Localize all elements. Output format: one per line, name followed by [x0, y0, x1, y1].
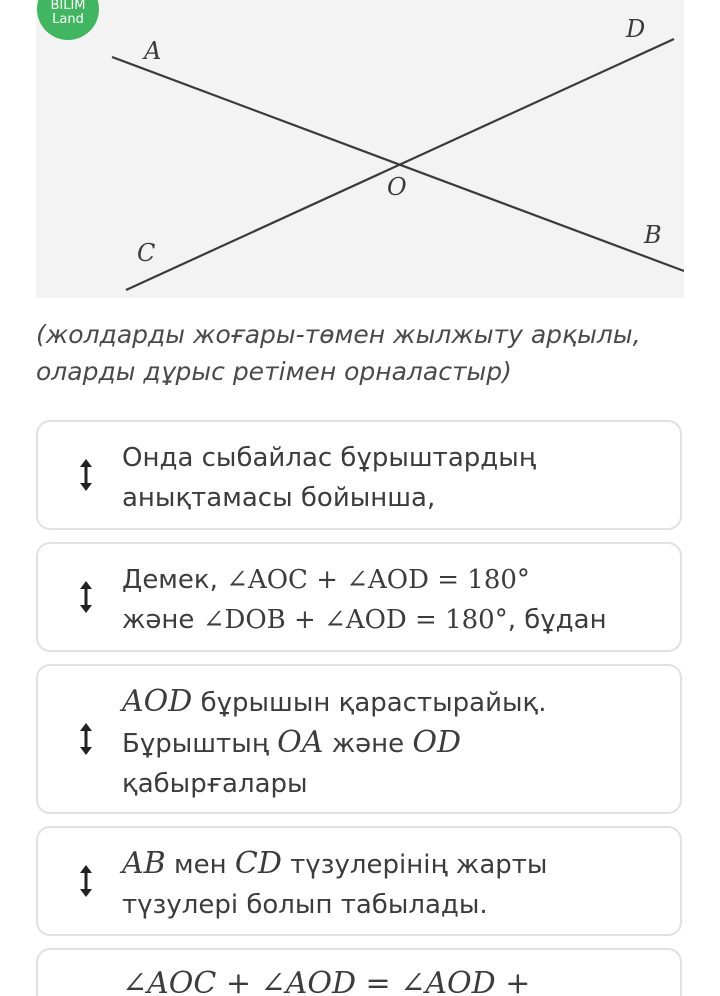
geometry-figure: [36, 0, 684, 298]
step-line: Онда сыбайлас бұрыштардың: [122, 443, 536, 473]
math-symbol: AB: [122, 846, 166, 881]
step-fragment: түзулерінің жарты: [281, 850, 548, 880]
step-line: қабырғалары: [122, 769, 308, 799]
draggable-step-card[interactable]: [36, 542, 682, 652]
label-d: D: [626, 15, 646, 43]
step-line: [122, 964, 660, 996]
math-symbol: OA: [277, 725, 324, 760]
step-fragment: және: [323, 729, 413, 759]
instruction-text: (жолдарды жоғары-төмен жылжыту арқылы, оларды дұрыс ретімен орналастыр): [36, 320, 641, 386]
step-prefix: Демек,: [122, 565, 227, 595]
label-b: B: [644, 221, 662, 249]
vertical-arrows-icon[interactable]: [78, 580, 94, 614]
label-c: C: [137, 239, 156, 267]
step-line: түзулері болып табылады.: [122, 890, 488, 920]
intersecting-lines-diagram: [36, 0, 684, 298]
vertical-arrows-icon[interactable]: [78, 722, 94, 756]
label-o: O: [387, 173, 407, 201]
math-expression: ∠AOC + ∠AOD = ∠AOD +: [122, 966, 531, 996]
step-text: [122, 682, 660, 804]
step-text: [122, 560, 660, 640]
step-text: [122, 844, 660, 925]
step-line: [122, 600, 660, 640]
draggable-step-card[interactable]: [36, 948, 682, 996]
logo-line1: BILIM: [50, 0, 86, 13]
step-fragment: мен: [165, 850, 235, 880]
line-cd: [126, 39, 674, 290]
step-fragment: Бұрыштың: [122, 729, 278, 759]
step-text: [122, 964, 660, 996]
label-a: A: [144, 37, 162, 65]
step-line: [122, 560, 660, 600]
step-line: [122, 723, 660, 764]
step-suffix: , бұдан: [507, 605, 607, 635]
step-text: [122, 438, 660, 518]
math-symbol: AOD: [122, 684, 193, 719]
step-conjunction: және: [122, 605, 203, 635]
step-line: [122, 682, 660, 723]
math-symbol: OD: [412, 725, 462, 760]
logo-line2: Land: [52, 12, 84, 27]
draggable-step-card[interactable]: [36, 664, 682, 814]
math-symbol: CD: [234, 846, 282, 881]
step-line: анықтамасы бойынша,: [122, 483, 436, 513]
step-line: [122, 844, 660, 885]
vertical-arrows-icon[interactable]: [78, 864, 94, 898]
vertical-arrows-icon[interactable]: [78, 458, 94, 492]
line-ab: [112, 57, 684, 271]
step-fragment: бұрышын қарастырайық.: [192, 688, 547, 718]
draggable-step-card[interactable]: [36, 826, 682, 936]
math-expression: ∠DOB + ∠AOD = 180°: [202, 605, 508, 635]
draggable-step-card[interactable]: [36, 420, 682, 530]
math-expression: ∠AOC + ∠AOD = 180°: [226, 565, 530, 595]
